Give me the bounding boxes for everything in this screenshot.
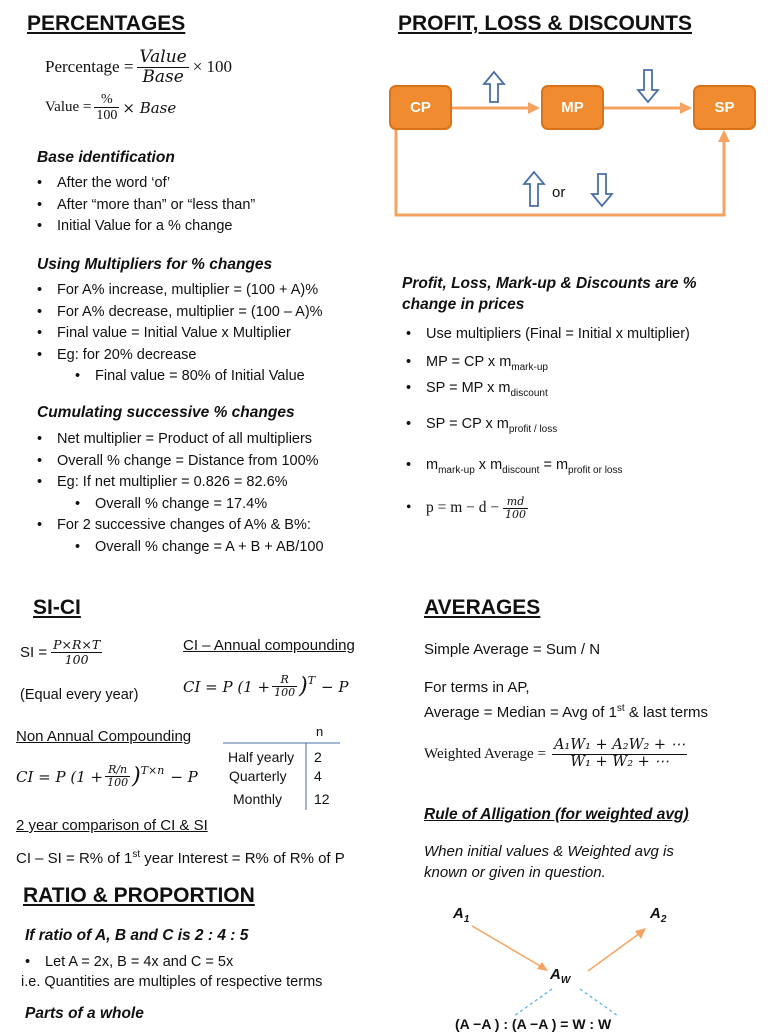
ci-annual-denominator: 100 bbox=[274, 686, 296, 700]
node-a1-sub: 1 bbox=[463, 914, 470, 925]
list-item: • Let A = 2x, B = 4x and C = 5x bbox=[21, 952, 233, 974]
cp-box: CP bbox=[389, 85, 452, 130]
list-item: • Use multipliers (Final = Initial x multiplier) bbox=[402, 324, 762, 346]
list-subitem: • Overall % change = A + B + AB/100 bbox=[33, 537, 324, 559]
cp-to-sp-arrowhead bbox=[718, 130, 730, 142]
ci-na-exponent: T×n bbox=[140, 764, 165, 777]
aw-to-a2-arrow bbox=[588, 933, 640, 971]
multipliers-heading: Using Multipliers for % changes bbox=[37, 256, 273, 273]
m-product-b-sub: discount bbox=[502, 464, 540, 476]
percentage-denominator: Base bbox=[142, 66, 184, 87]
ap-average bbox=[424, 677, 708, 723]
ci-si-comparison-b: year Interest = R% of R% of P bbox=[140, 850, 345, 867]
value-numerator: % bbox=[94, 92, 119, 108]
weighted-average-numerator: A₁W₁ + A₂W₂ + ⋯ bbox=[553, 737, 686, 753]
percentages-title: PERCENTAGES bbox=[27, 12, 186, 35]
alligation-description-line-2: known or given in question. bbox=[424, 864, 606, 881]
profit-intro-line-1: Profit, Loss, Mark-up & Discounts are % bbox=[402, 275, 697, 292]
simple-average: Simple Average = Sum / N bbox=[424, 641, 601, 658]
si-note: (Equal every year) bbox=[20, 687, 139, 703]
aw-to-a2-arrowhead bbox=[635, 928, 646, 939]
sici-title: SI-CI bbox=[33, 596, 81, 619]
list-item: • Eg: If net multiplier = 0.826 = 82.6% bbox=[33, 472, 324, 494]
profit-up-arrow-icon bbox=[524, 172, 544, 206]
table-row-label: Quarterly bbox=[229, 768, 287, 784]
table-row-value: 2 bbox=[314, 749, 322, 765]
p-formula-lhs: p = m − d − bbox=[426, 499, 500, 517]
percentage-fraction bbox=[137, 48, 188, 86]
sp-profit-subscript: profit / loss bbox=[508, 424, 558, 436]
base-identification-list bbox=[33, 173, 255, 238]
mp-formula-subscript: mark-up bbox=[511, 361, 548, 373]
list-subitem: • Final value = 80% of Initial Value bbox=[33, 366, 323, 388]
ci-annual-lhs: CI = P (1 + bbox=[183, 677, 271, 696]
value-formula-lhs: Value = bbox=[45, 99, 92, 116]
node-a2-letter: A bbox=[650, 905, 661, 922]
ratio-subheading: If ratio of A, B and C is 2 : 4 : 5 bbox=[25, 927, 249, 944]
list-item: • Eg: for 20% decrease bbox=[33, 345, 323, 367]
value-fraction bbox=[94, 92, 119, 124]
ci-na-close-paren: ) bbox=[132, 764, 141, 790]
aw-dashed-right bbox=[580, 989, 618, 1016]
ci-annual-exponent: T bbox=[307, 674, 316, 687]
ci-na-denominator: 100 bbox=[107, 776, 129, 790]
node-aw bbox=[550, 966, 570, 986]
ci-annual-numerator: R bbox=[272, 674, 297, 687]
ci-non-annual-formula bbox=[16, 764, 198, 789]
list-item: • Net multiplier = Product of all multipliers bbox=[33, 429, 324, 451]
ci-annual-tail: − P bbox=[321, 677, 349, 696]
ci-na-numerator: R/n bbox=[105, 764, 130, 777]
ci-si-comparison-sup: st bbox=[132, 849, 141, 860]
percentage-formula-rhs: × 100 bbox=[192, 57, 233, 77]
node-a2-sub: 2 bbox=[660, 914, 667, 925]
profit-formula-list bbox=[402, 324, 762, 523]
ci-si-comparison bbox=[16, 849, 345, 867]
list-item: • After “more than” or “less than” bbox=[33, 195, 255, 217]
mp-to-sp-arrowhead bbox=[680, 102, 692, 114]
ap-average-line-1: For terms in AP, bbox=[424, 679, 530, 696]
ci-annual-heading: CI – Annual compounding bbox=[183, 637, 355, 654]
list-item: • For A% decrease, multiplier = (100 – A)% bbox=[33, 302, 323, 324]
list-item bbox=[402, 352, 762, 378]
list-item: • After the word ‘of’ bbox=[33, 173, 255, 195]
percentage-formula-lhs: Percentage = bbox=[45, 57, 134, 77]
weighted-average-denominator: W₁ + W₂ + ⋯ bbox=[570, 753, 669, 770]
discount-down-arrow-icon bbox=[638, 70, 658, 102]
list-item bbox=[402, 414, 762, 440]
profit-intro-line-2: change in prices bbox=[402, 296, 525, 313]
m-product-eq: = m bbox=[539, 456, 569, 473]
profit-intro bbox=[402, 273, 697, 315]
list-item: • For A% increase, multiplier = (100 + A)% bbox=[33, 280, 323, 302]
ap-average-line-2 bbox=[424, 698, 708, 723]
sp-profit-formula: SP = CP x m bbox=[426, 416, 509, 433]
cumulating-heading: Cumulating successive % changes bbox=[37, 404, 295, 421]
list-item bbox=[402, 493, 762, 523]
ci-na-fraction bbox=[105, 764, 130, 789]
list-item: • For 2 successive changes of A% & B%: bbox=[33, 515, 324, 537]
a1-to-aw-arrow bbox=[472, 926, 542, 967]
m-product-x: x m bbox=[474, 456, 503, 473]
weighted-average-formula bbox=[424, 738, 687, 771]
node-a1 bbox=[453, 905, 469, 925]
a1-to-aw-arrowhead bbox=[537, 962, 548, 971]
si-formula bbox=[20, 638, 102, 667]
non-annual-heading: Non Annual Compounding bbox=[16, 728, 192, 745]
weighted-average-lhs: Weighted Average = bbox=[424, 745, 546, 762]
list-subitem: • Overall % change = 17.4% bbox=[33, 494, 324, 516]
alligation-description-line-1: When initial values & Weighted avg is bbox=[424, 843, 674, 860]
profit-title: PROFIT, LOSS & DISCOUNTS bbox=[398, 12, 693, 35]
node-aw-letter: A bbox=[550, 966, 561, 983]
table-header-n: n bbox=[316, 724, 324, 739]
multipliers-list bbox=[33, 280, 323, 388]
list-item bbox=[402, 378, 762, 404]
m-product-a-sub: mark-up bbox=[438, 464, 475, 476]
alligation-ratio-formula: (A −A ) : (A −A ) = W : W bbox=[455, 1016, 612, 1032]
alligation-heading: Rule of Alligation (for weighted avg) bbox=[424, 806, 689, 823]
ap-average-sup: st bbox=[616, 703, 625, 714]
node-a2 bbox=[650, 905, 666, 925]
loss-down-arrow-icon bbox=[592, 174, 612, 206]
list-item bbox=[402, 455, 762, 481]
list-item: • Final value = Initial Value x Multiplier bbox=[33, 323, 323, 345]
p-denominator: 100 bbox=[505, 508, 527, 521]
sp-discount-formula: SP = MP x m bbox=[426, 379, 511, 396]
m-product-a: m bbox=[426, 456, 439, 473]
sp-discount-subscript: discount bbox=[510, 387, 548, 399]
node-aw-sub: W bbox=[560, 975, 571, 986]
markup-up-arrow-icon bbox=[484, 72, 504, 102]
ratio-list bbox=[21, 952, 233, 974]
value-formula bbox=[45, 92, 176, 124]
weighted-average-fraction bbox=[552, 738, 687, 771]
sp-box: SP bbox=[693, 85, 756, 130]
p-fraction bbox=[503, 496, 528, 521]
table-row-label: Half yearly bbox=[228, 749, 295, 765]
parts-of-whole-heading: Parts of a whole bbox=[25, 1005, 144, 1022]
ci-si-comparison-heading: 2 year comparison of CI & SI bbox=[16, 817, 208, 834]
ci-si-comparison-a: CI – SI = R% of 1 bbox=[16, 850, 133, 867]
cp-to-mp-arrowhead bbox=[528, 102, 540, 114]
ci-na-lhs: CI = P (1 + bbox=[16, 767, 104, 786]
table-row-label: Monthly bbox=[233, 791, 283, 807]
or-label: or bbox=[552, 184, 566, 201]
p-numerator: md bbox=[503, 496, 528, 509]
aw-dashed-left bbox=[514, 989, 552, 1016]
ap-average-line-2a: Average = Median = Avg of 1 bbox=[424, 704, 617, 721]
list-item: • Overall % change = Distance from 100% bbox=[33, 451, 324, 473]
mp-box: MP bbox=[541, 85, 604, 130]
table-row-value: 12 bbox=[314, 791, 330, 807]
ratio-explanation: i.e. Quantities are multiples of respective terms bbox=[21, 974, 323, 990]
m-product-c-sub: profit or loss bbox=[568, 464, 623, 476]
si-numerator: P×R×T bbox=[53, 637, 101, 652]
mp-formula: MP = CP x m bbox=[426, 353, 512, 370]
cp-to-sp-connector bbox=[396, 130, 724, 215]
value-denominator: 100 bbox=[96, 108, 118, 124]
ci-annual-formula bbox=[183, 674, 348, 699]
table-row-value: 4 bbox=[314, 768, 322, 784]
si-denominator: 100 bbox=[64, 651, 89, 667]
base-identification-heading: Base identification bbox=[37, 149, 175, 166]
alligation-description bbox=[424, 841, 674, 883]
ci-annual-fraction bbox=[272, 674, 297, 699]
percentage-formula bbox=[45, 48, 232, 86]
ap-average-line-2b: & last terms bbox=[624, 704, 709, 721]
averages-title: AVERAGES bbox=[424, 596, 541, 619]
node-a1-letter: A bbox=[453, 905, 464, 922]
ratio-title: RATIO & PROPORTION bbox=[23, 884, 255, 907]
si-fraction bbox=[51, 638, 102, 667]
list-item: • Initial Value for a % change bbox=[33, 216, 255, 238]
si-formula-lhs: SI = bbox=[20, 643, 48, 661]
cumulating-list bbox=[33, 429, 324, 558]
ci-annual-close-paren: ) bbox=[299, 674, 308, 700]
ci-na-tail: − P bbox=[170, 767, 198, 786]
percentage-numerator: Value bbox=[139, 47, 187, 67]
value-formula-rhs: × Base bbox=[122, 98, 177, 117]
